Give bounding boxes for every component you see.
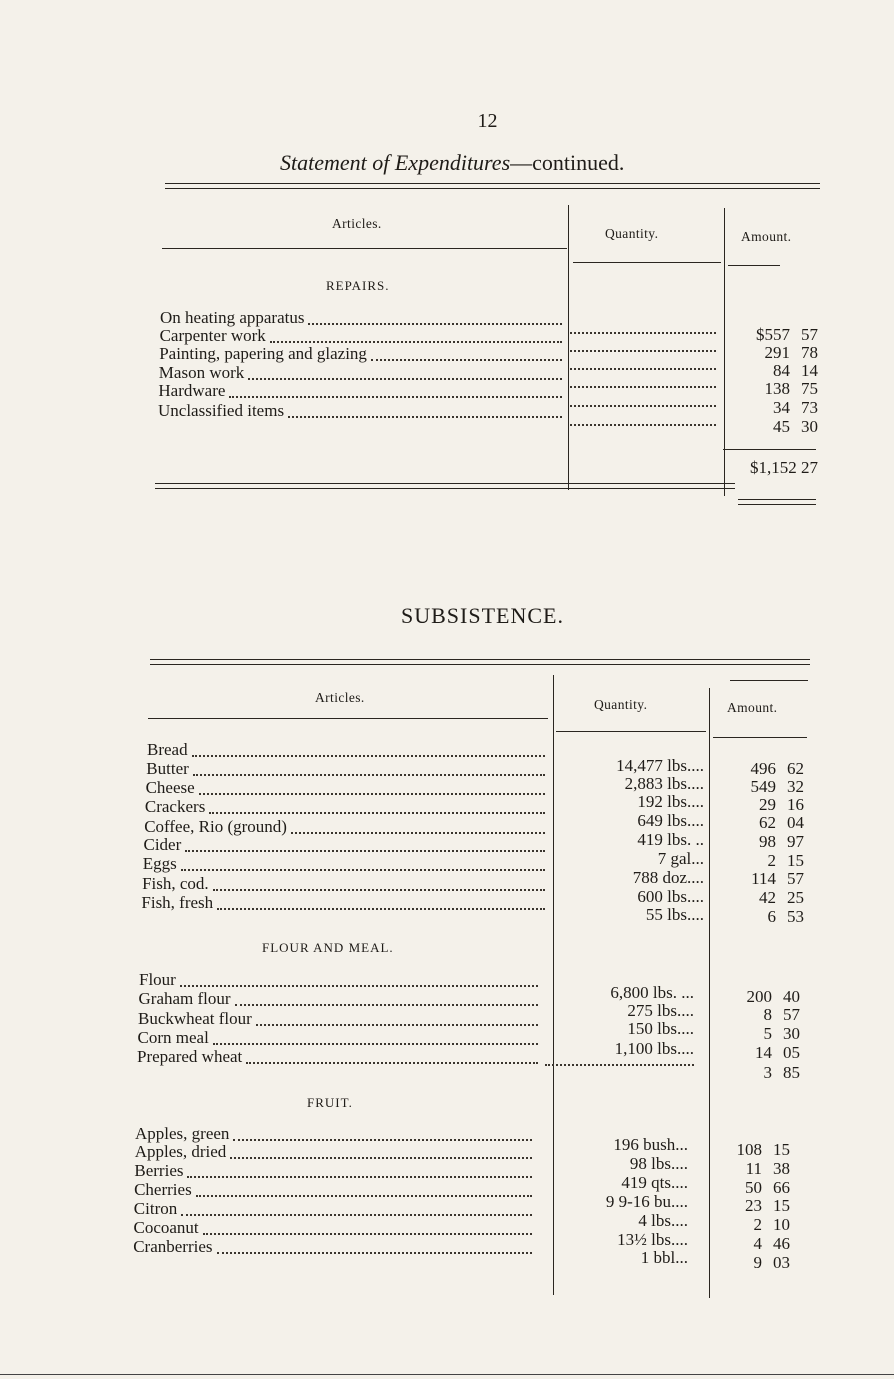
fruit-amount: 9 03 [753,1253,790,1272]
repairs-amount: 34 73 [773,398,818,417]
general-amount: 6 53 [767,907,804,926]
fruit-leader [233,1139,532,1141]
general-amount: 114 57 [751,869,804,888]
flour-item: Corn meal [137,1028,209,1047]
repairs-qty-leader [570,332,716,334]
general-amount: 42 25 [759,888,804,907]
fruit-item: Apples, dried [134,1142,227,1161]
fruit-amount: 2 10 [753,1215,790,1234]
general-leader [192,755,545,757]
fruit-leader [196,1195,532,1197]
general-leader [213,889,545,891]
general-qty: 7 gal... [657,849,704,868]
fruit-qty: 4 lbs.... [638,1211,688,1230]
fruit-amount: 23 15 [745,1196,790,1215]
general-qty: 55 lbs.... [645,905,704,924]
fruit-qty: 196 bush... [613,1135,688,1154]
flour-qty: 1,100 lbs.... [614,1039,694,1058]
flour-heading: FLOUR AND MEAL. [262,940,394,955]
fruit-qty: 1 bbl... [640,1248,688,1267]
repairs-amount: $557 57 [756,325,818,344]
fruit-qty: 98 lbs.... [629,1154,688,1173]
general-qty: 788 doz.... [632,868,704,887]
repairs-item: Painting, papering and glazing [159,344,367,363]
flour-qty: 275 lbs.... [627,1001,694,1020]
repairs-total [700,459,818,477]
flour-amount: 14 05 [755,1043,800,1062]
flour-item: Graham flour [138,989,231,1008]
repairs-amount: 45 30 [773,417,818,436]
general-item: Bread [147,740,188,759]
general-item: Fish, cod. [142,874,209,893]
fruit-qty: 9 9-16 bu.... [605,1192,688,1211]
general-amount: 98 97 [759,832,804,851]
fruit-item: Apples, green [135,1124,230,1143]
fruit-amount: 11 38 [745,1159,790,1178]
general-amount: 2 15 [767,851,804,870]
general-qty: 649 lbs.... [637,811,704,830]
repairs-item: On heating apparatus [160,308,305,327]
general-item: Cider [143,835,182,854]
general-item: Coffee, Rio (ground) [144,817,287,836]
repairs-amount: 84 14 [773,361,818,380]
repairs-item: Hardware [158,381,226,400]
flour-item: Buckwheat flour [138,1009,252,1028]
flour-leader [256,1024,538,1026]
repairs-leader [288,416,562,418]
flour-leader [246,1062,538,1064]
subsistence-header-amount: Amount. [727,700,778,715]
fruit-amount: 4 46 [753,1234,790,1253]
repairs-leader [248,378,562,380]
fruit-leader [187,1176,532,1178]
repairs-total-value: $1,152 27 [750,458,818,477]
general-leader [181,869,545,871]
flour-amount: 8 57 [763,1005,800,1024]
repairs-header-quantity: Quantity. [605,226,659,241]
general-leader [217,908,545,910]
repairs-leader [308,323,562,325]
fruit-item: Cherries [134,1180,192,1199]
flour-item: Flour [139,970,176,989]
fruit-item: Cranberries [133,1237,213,1256]
general-leader [193,774,545,776]
subsistence-header-quantity: Quantity. [594,697,648,712]
statement-title-rest: —continued. [510,150,625,175]
page-number: 12 [477,110,498,132]
general-item: Crackers [144,797,206,816]
flour-item: Prepared wheat [137,1047,243,1066]
repairs-leader [371,359,562,361]
repairs-leader [229,396,562,398]
fruit-qty: 419 qts.... [621,1173,688,1192]
subsistence-title: SUBSISTENCE. [401,603,564,628]
general-item: Fish, fresh [141,893,214,912]
fruit-leader [181,1214,532,1216]
flour-leader [213,1043,538,1045]
flour-amount: 5 30 [763,1024,800,1043]
general-leader [291,832,545,834]
fruit-heading: FRUIT. [307,1095,353,1110]
general-qty: 14,477 lbs.... [616,756,704,775]
general-leader [199,793,545,795]
general-qty: 600 lbs.... [637,887,704,906]
general-leader [209,812,545,814]
repairs-qty-leader [570,424,716,426]
general-amount: 496 62 [750,759,804,778]
repairs-item: Mason work [158,363,245,382]
fruit-amount: 50 66 [745,1178,790,1197]
repairs-qty-leader [570,350,716,352]
general-item: Eggs [142,854,177,873]
general-amount: 549 32 [750,777,804,796]
general-qty: 419 lbs. .. [637,830,704,849]
flour-qty: 150 lbs.... [627,1019,694,1038]
flour-amount: 3 85 [763,1063,800,1082]
repairs-qty-leader [570,368,716,370]
repairs-amount: 291 78 [764,343,818,362]
flour-qty-leader [545,1064,694,1066]
repairs-qty-leader [570,386,716,388]
fruit-amount: 108 15 [736,1140,790,1159]
repairs-amount: 138 75 [764,379,818,398]
repairs-heading: REPAIRS. [326,278,390,293]
repairs-item: Unclassified items [158,401,285,420]
repairs-qty-leader [570,405,716,407]
repairs-leader [270,341,562,343]
subsistence-header-articles: Articles. [315,690,365,705]
repairs-header-articles: Articles. [332,216,382,231]
flour-leader [180,985,538,987]
repairs-item: Carpenter work [159,326,266,345]
page-bottom-edge [0,1374,894,1375]
general-item: Cheese [145,778,195,797]
general-amount: 29 16 [759,795,804,814]
fruit-leader [230,1157,532,1159]
general-qty: 192 lbs.... [637,792,704,811]
general-item: Butter [146,759,189,778]
fruit-leader [217,1252,532,1254]
statement-title-italic: Statement of Expenditures [280,150,511,175]
fruit-item: Berries [134,1161,184,1180]
flour-leader [235,1004,538,1006]
repairs-header-amount: Amount. [741,229,792,244]
statement-title [280,150,624,176]
flour-qty: 6,800 lbs. ... [610,983,694,1002]
general-qty: 2,883 lbs.... [624,774,704,793]
fruit-item: Citron [133,1199,178,1218]
fruit-leader [203,1233,532,1235]
flour-amount: 200 40 [746,987,800,1006]
fruit-qty: 13½ lbs.... [617,1230,688,1249]
general-leader [185,850,545,852]
fruit-item: Cocoanut [133,1218,199,1237]
general-amount: 62 04 [759,813,804,832]
